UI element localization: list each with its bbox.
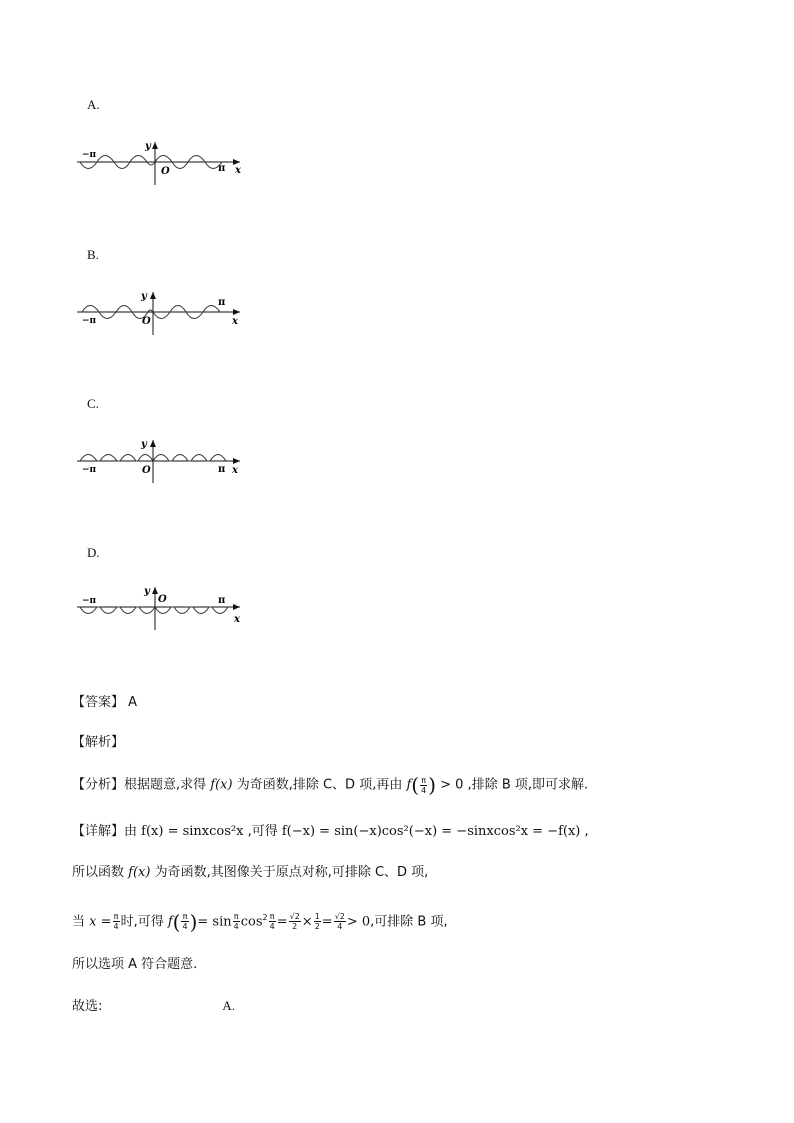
- line3-fx: f(x): [128, 865, 151, 880]
- xiangjie-text-1: 由: [124, 824, 142, 839]
- line4-text-1: 当: [72, 914, 90, 930]
- graph-c-neg-pi: −π: [82, 465, 97, 475]
- line4-frac-cos: [269, 912, 276, 931]
- line4-frac-a-den: 2: [292, 922, 298, 932]
- graph-a-y-label: y: [145, 141, 151, 152]
- fenxi-fraction: [420, 776, 427, 795]
- line4-cos: cos: [240, 914, 263, 930]
- graph-b-neg-pi: −π: [82, 316, 97, 326]
- line4-frac-c-den: 4: [337, 922, 343, 932]
- graph-option-b: [72, 290, 247, 340]
- fenxi-frac-den: 4: [421, 785, 427, 795]
- answer-tag: 【答案】: [72, 695, 125, 710]
- line4-paren-open: (: [172, 909, 181, 934]
- fenxi-text-1: 根据题意,求得: [124, 777, 211, 793]
- graph-c-x-label: x: [232, 465, 238, 476]
- fenxi-text-3: > 0 ,排除 B 项,即可求解.: [436, 777, 589, 793]
- graph-option-a: [72, 140, 247, 190]
- line4-frac-arg: [181, 912, 188, 931]
- line4-frac-half: [314, 912, 321, 931]
- line4-frac-x-num: π: [113, 912, 119, 922]
- line4-text-2: 时,可得: [120, 914, 168, 930]
- line4-frac-b-num: 1: [314, 912, 320, 922]
- line4-frac-sin-den: 4: [233, 922, 239, 932]
- option-label-d: D.: [87, 545, 100, 560]
- line4-times: ×: [301, 914, 313, 930]
- line4-eq-2: =: [276, 914, 288, 930]
- graph-b-origin: O: [142, 316, 151, 327]
- line4-f: f: [167, 914, 173, 930]
- xiangjie-expr-2: f(−x) = sin(−x)cos²(−x) = −sinxcos²x = −f(x): [281, 824, 581, 839]
- answer-value: A: [128, 695, 138, 710]
- graph-c-pi: π: [218, 464, 226, 475]
- line3-text-1: 所以函数: [72, 865, 129, 880]
- line4-frac-x: [113, 912, 120, 931]
- graph-a-svg: [72, 140, 247, 190]
- graph-c-y-label: y: [141, 439, 147, 450]
- line4-frac-a-num: √2: [289, 912, 300, 922]
- fenxi-line: [72, 775, 588, 796]
- line4-frac-sin: [233, 912, 240, 931]
- line4-frac-b-den: 2: [314, 922, 320, 932]
- line4-frac-cos-num: π: [269, 912, 275, 922]
- line4-frac-x-den: 4: [113, 922, 119, 932]
- line4-cos-sq: 2: [262, 913, 268, 922]
- graph-a-pi: π: [218, 163, 226, 174]
- graph-option-c: [72, 438, 247, 488]
- final-choice-tag: 故选:: [72, 999, 103, 1014]
- xiangjie-text-3: ,: [580, 824, 589, 839]
- graph-b-y-label: y: [141, 291, 147, 302]
- graph-d-y-label: y: [144, 586, 150, 597]
- xiangjie-line: [72, 822, 589, 842]
- conclusion-a-line: 所以选项 A 符合题意.: [72, 957, 198, 972]
- graph-option-d: [72, 585, 247, 635]
- graph-d-pi: π: [218, 595, 226, 606]
- option-label-b: B.: [87, 247, 99, 262]
- graph-d-x-label: x: [234, 614, 240, 625]
- graph-a-x-label: x: [235, 165, 241, 176]
- graph-b-x-label: x: [232, 316, 238, 327]
- graph-a-origin: O: [161, 166, 170, 177]
- xiangjie-expr-1: f(x) = sinxcos²x: [141, 824, 244, 839]
- line4-frac-root2-over-2: [289, 912, 301, 931]
- answer-line: [72, 693, 137, 713]
- fenxi-tag: 【分析】: [72, 777, 125, 793]
- line4-eq-sin: = sin: [197, 914, 232, 930]
- line4-eq-3: =: [321, 914, 333, 930]
- graph-b-svg: [72, 290, 247, 340]
- final-choice-value: A.: [222, 998, 236, 1013]
- option-label-c: C.: [87, 396, 99, 411]
- line4-frac-sin-num: π: [233, 912, 239, 922]
- line4-frac-root2-over-4: [334, 912, 346, 931]
- line4-gt-zero: > 0: [346, 914, 371, 930]
- line4-text-3: ,可排除 B 项,: [370, 914, 448, 930]
- graph-d-origin: O: [158, 594, 167, 605]
- line4-frac-c-num: √2: [334, 912, 345, 922]
- line3-text-2: 为奇函数,其图像关于原点对称,可排除 C、D 项,: [150, 865, 429, 880]
- fenxi-fx: f(x): [210, 777, 233, 793]
- fenxi-f: f: [406, 777, 412, 793]
- fenxi-paren-close: ): [428, 773, 436, 797]
- analysis-heading: 【解析】: [72, 735, 125, 750]
- graph-d-neg-pi: −π: [82, 596, 97, 606]
- graph-c-origin: O: [142, 465, 151, 476]
- line4-frac-arg-den: 4: [182, 922, 188, 932]
- line4-x: x =: [89, 914, 112, 930]
- option-label-a: A.: [87, 97, 100, 112]
- graph-d-svg: [72, 585, 247, 635]
- line4-paren-close: ): [189, 909, 198, 934]
- graph-a-neg-pi: −π: [82, 150, 97, 160]
- xiangjie-text-2: ,可得: [243, 824, 282, 839]
- final-choice-line: [72, 996, 235, 1017]
- line4-frac-cos-den: 4: [269, 922, 275, 932]
- xiangjie-tag: 【详解】: [72, 824, 125, 839]
- fenxi-paren-open: (: [411, 773, 420, 797]
- line4-frac-arg-num: π: [182, 912, 188, 922]
- check-value-line: [72, 908, 448, 932]
- conclusion-odd-line: [72, 863, 428, 883]
- graph-c-svg: [72, 438, 247, 488]
- graph-b-pi: π: [218, 297, 226, 308]
- fenxi-text-2: 为奇函数,排除 C、D 项,再由: [232, 777, 407, 793]
- fenxi-frac-num: π: [421, 775, 427, 785]
